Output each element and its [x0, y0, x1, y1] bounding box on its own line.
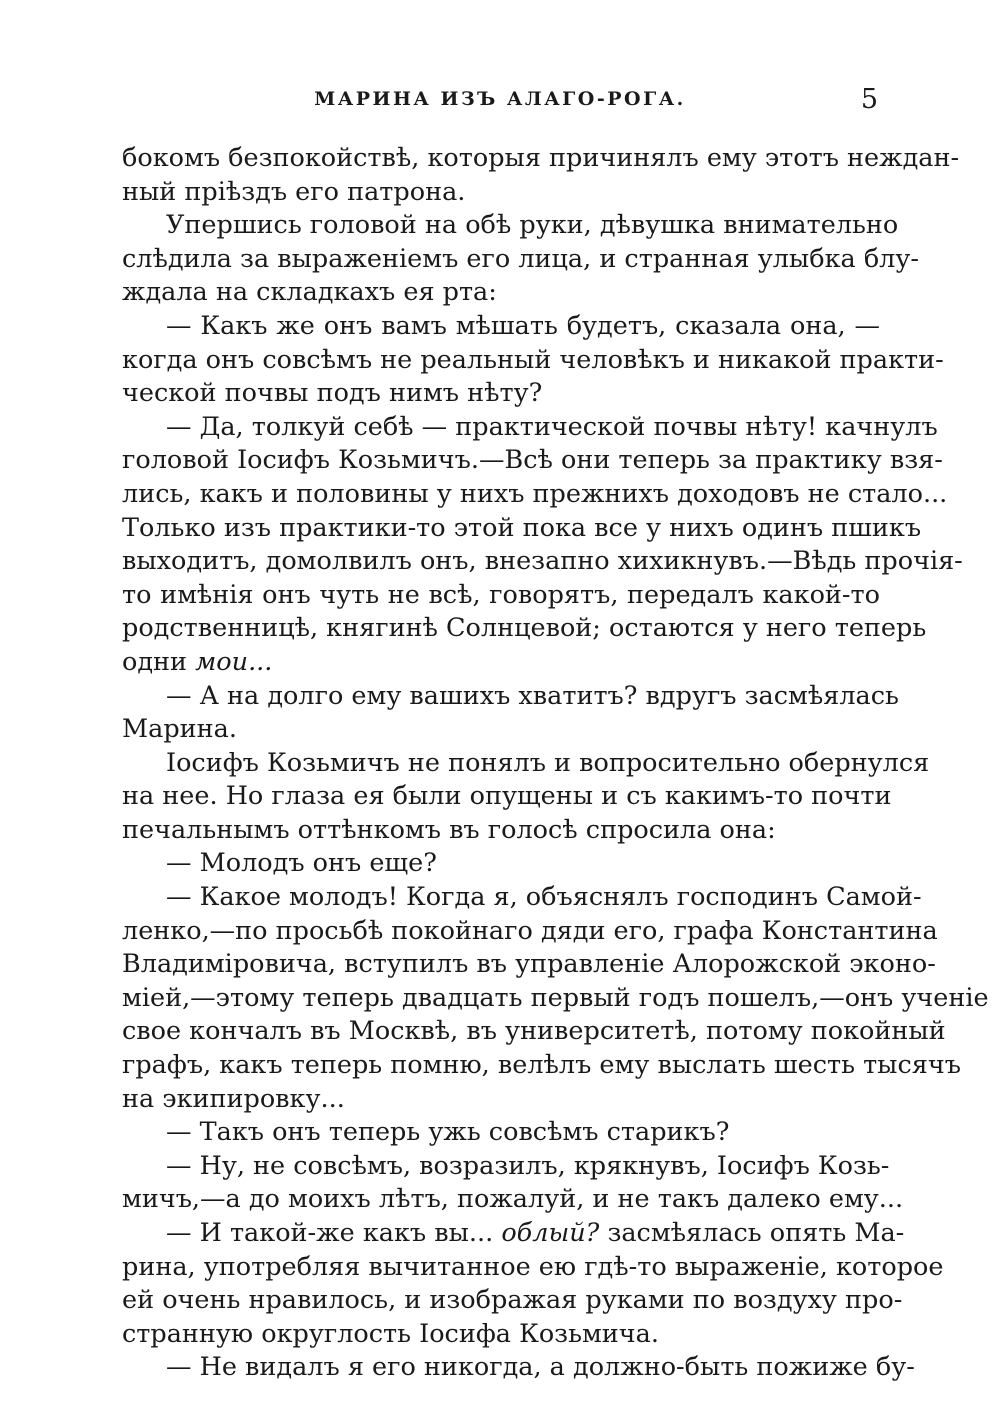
text-line: на экипировку...: [122, 1083, 345, 1114]
running-head: [120, 84, 880, 114]
text-line: лись, какъ и половины у нихъ прежнихъ доходовъ не стало...: [122, 478, 948, 509]
text-body: [122, 142, 989, 1385]
text-line: ей очень нравилось, и изображая руками по воздуху про-: [122, 1285, 903, 1316]
text-line: — Молодъ онъ еще?: [166, 848, 437, 879]
text-line: печальнымъ оттѣнкомъ въ голосѣ спросила она:: [122, 814, 776, 845]
text-line: Іосифъ Козьмичъ не понялъ и вопросительно обернулся: [166, 747, 930, 778]
text-line: — Не видалъ я его никогда, а должно-быть пожиже бу-: [166, 1352, 915, 1383]
running-title: МАРИНА ИЗЪ АЛАГО-РОГА.: [314, 88, 686, 110]
text-line: слѣдила за выраженіемъ его лица, и странная улыбка блу-: [122, 243, 919, 274]
text-line: головой Іосифъ Козьмичъ.—Всѣ они теперь за практику взя-: [122, 445, 943, 476]
text-line: ческой почвы подъ нимъ нѣту?: [122, 378, 543, 409]
text-line: на нее. Но глаза ея были опущены и съ какимъ-то почти: [122, 781, 892, 812]
text-line: Марина.: [122, 714, 237, 745]
text-line: когда онъ совсѣмъ не реальный человѣкъ и никакой практи-: [122, 344, 944, 375]
text-line: графъ, какъ теперь помню, велѣлъ ему выслать шесть тысячъ: [122, 1050, 961, 1081]
text-line: рина, употребляя вычитанное ею гдѣ-то выраженіе, которое: [122, 1251, 944, 1282]
text-line: — Да, толкуй себѣ — практической почвы нѣту! качнулъ: [166, 411, 938, 442]
text-line: выходитъ, домолвилъ онъ, внезапно хихикнувъ.—Вѣдь прочія-: [122, 546, 963, 577]
text-fragment: одни: [122, 646, 188, 677]
text-fragment: засмѣялась опять Ма-: [607, 1218, 905, 1248]
text-line: мичъ,—а до моихъ лѣтъ, пожалуй, и не такъ далеко ему...: [122, 1184, 904, 1215]
italic-text: мои...: [195, 646, 273, 677]
text-line: ждала на складкахъ ея рта:: [122, 277, 497, 308]
page-number: 5: [860, 84, 878, 115]
text-line: [122, 1217, 905, 1251]
text-line: — Какое молодъ! Когда я, объяснялъ господинъ Самой-: [166, 882, 922, 913]
text-line: странную округлость Іосифа Козьмича.: [122, 1318, 659, 1349]
text-line: міей,—этому теперь двадцать первый годъ пошелъ,—онъ ученіе: [122, 982, 989, 1013]
text-line: — Такъ онъ теперь ужь совсѣмъ старикъ?: [166, 1117, 730, 1148]
text-line: бокомъ безпокойствѣ, которыя причинялъ ему этотъ неждан-: [122, 143, 960, 173]
text-line: ленко,—по просьбѣ покойнаго дяди его, графа Константина: [122, 915, 938, 946]
text-line: Упершись головой на обѣ руки, дѣвушка внимательно: [166, 210, 899, 241]
text-line: — А на долго ему вашихъ хватитъ? вдругъ засмѣялась: [166, 680, 899, 711]
text-line: родственницѣ, княгинѣ Солнцевой; остаются у него теперь: [122, 613, 927, 644]
italic-text: облый?: [501, 1218, 600, 1248]
text-line: — Ну, не совсѣмъ, возразилъ, крякнувъ, Іосифъ Козь-: [166, 1150, 890, 1181]
text-line: — Какъ же онъ вамъ мѣшать будетъ, сказала она, —: [166, 310, 880, 341]
text-line: свое кончалъ въ Москвѣ, въ университетѣ, потому покойный: [122, 1016, 946, 1047]
text-line: Владиміровича, вступилъ въ управленіе Алорожской эконо-: [122, 949, 936, 980]
text-line: Только изъ практики-то этой пока все у нихъ одинъ пшикъ: [122, 512, 922, 543]
text-line: то имѣнія онъ чуть не всѣ, говорятъ, передалъ какой-то: [122, 579, 880, 610]
text-line: ный пріѣздъ его патрона.: [122, 176, 466, 207]
text-line: [122, 646, 880, 680]
text-fragment: — И такой-же какъ вы...: [166, 1218, 494, 1248]
